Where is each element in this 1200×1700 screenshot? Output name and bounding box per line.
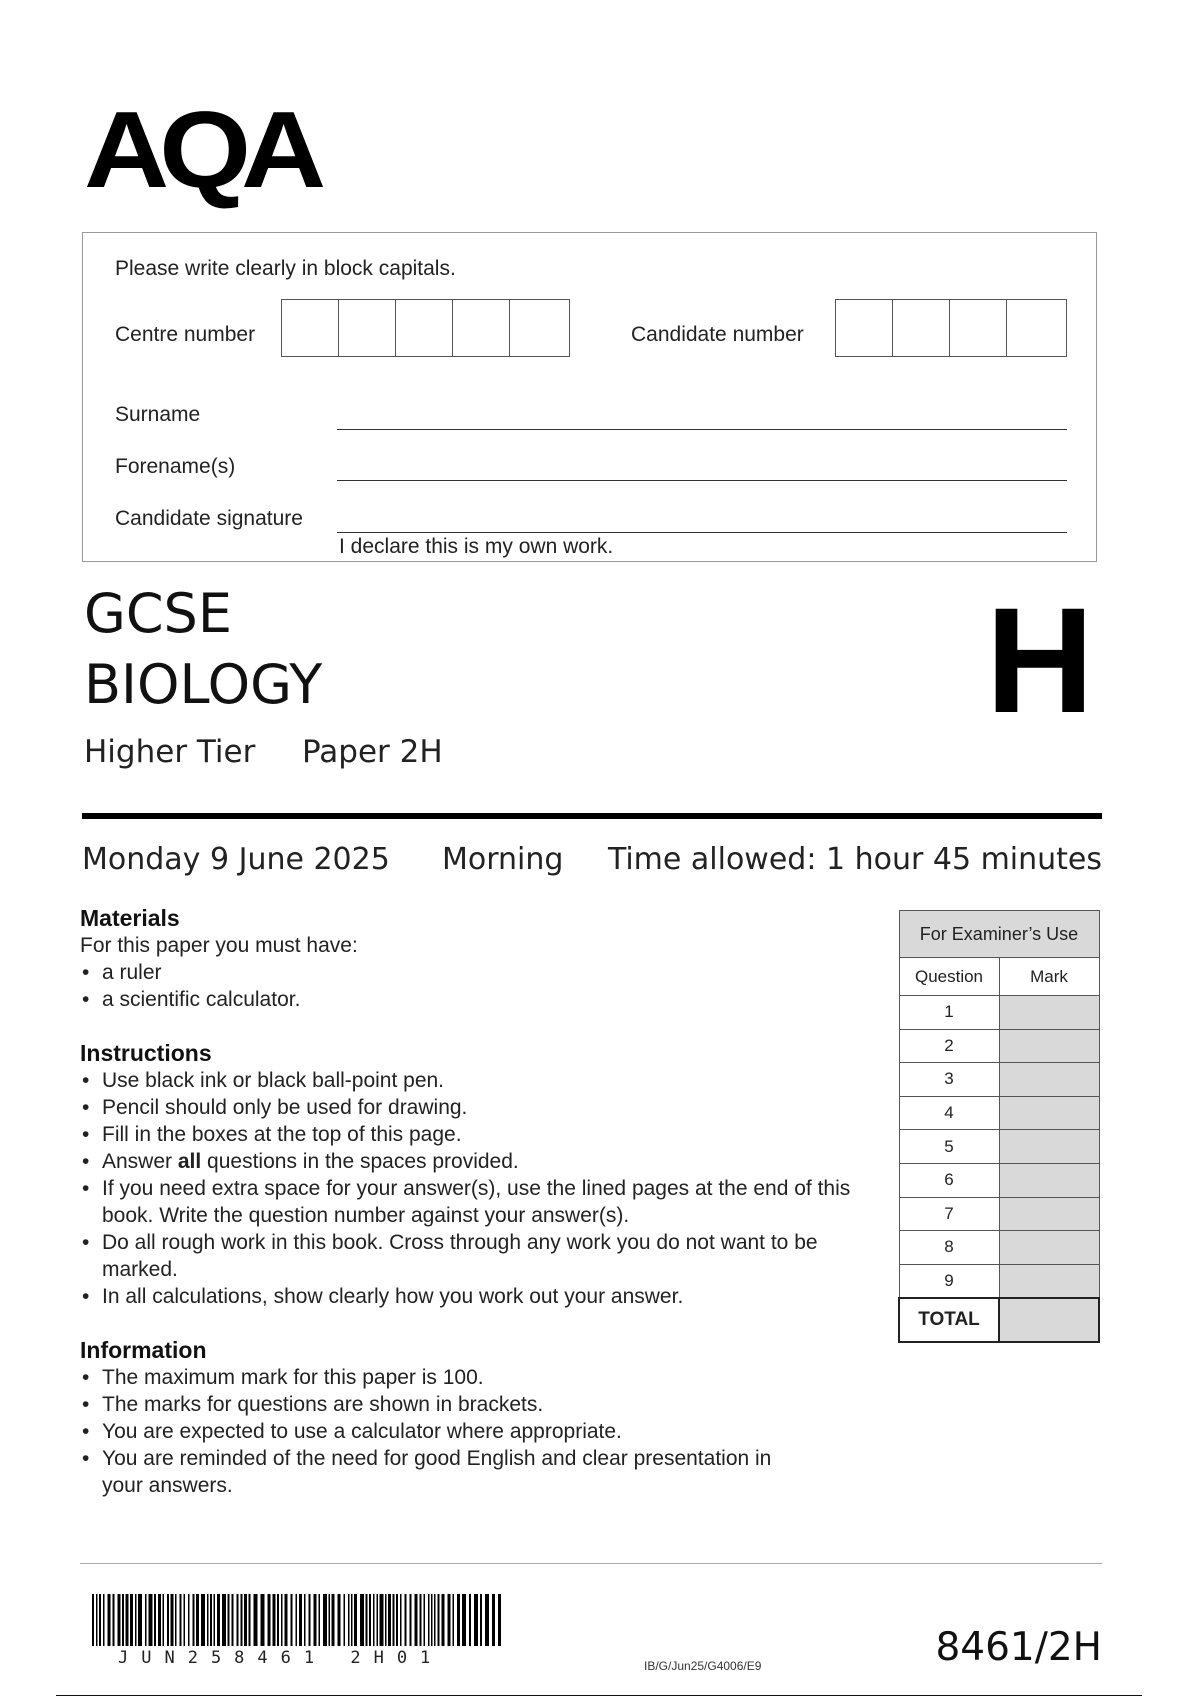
mark-cell[interactable] [999, 1264, 1099, 1298]
list-item: • You are reminded of the need for good English and clear presentation in your answers. [80, 1445, 802, 1499]
surname-line[interactable] [337, 429, 1067, 430]
mark-cell[interactable] [999, 1163, 1099, 1197]
list-item: • You are expected to use a calculator where appropriate. [80, 1418, 820, 1445]
tier-label: Higher Tier [84, 734, 256, 770]
centre-number-digit[interactable] [453, 300, 510, 356]
list-item: • Pencil should only be used for drawing. [80, 1094, 870, 1121]
list-item: • Use black ink or black ball-point pen. [80, 1067, 870, 1094]
list-item: • a ruler [80, 959, 880, 986]
centre-number-digit[interactable] [339, 300, 396, 356]
centre-number-digit[interactable] [510, 300, 567, 356]
question-number: 2 [899, 1029, 999, 1063]
list-item: • Fill in the boxes at the top of this page. [80, 1121, 870, 1148]
question-number: 9 [899, 1264, 999, 1298]
paper-label: Paper 2H [302, 734, 443, 770]
list-item: • If you need extra space for your answer(s), use the lined pages at the end of this book. Write the question number against your answer(s). [80, 1175, 870, 1229]
examiner-table-heading: For Examiner’s Use [899, 911, 1099, 958]
question-number: 5 [899, 1130, 999, 1164]
exam-session: Morning [442, 842, 564, 877]
centre-number-digit[interactable] [282, 300, 339, 356]
forenames-line[interactable] [337, 480, 1067, 481]
mark-cell[interactable] [999, 1130, 1099, 1164]
materials-heading: Materials [80, 905, 180, 931]
subject-title: BIOLOGY [84, 653, 323, 716]
mark-cell[interactable] [999, 1063, 1099, 1097]
question-number: 3 [899, 1063, 999, 1097]
question-number: 1 [899, 996, 999, 1030]
centre-number-digit[interactable] [396, 300, 453, 356]
qualification-title: GCSE [84, 582, 232, 645]
candidate-number-digit[interactable] [1007, 300, 1064, 356]
title-divider [82, 813, 1102, 819]
barcode-text: JUN258461 2H01 [118, 1648, 444, 1668]
paper-reference: IB/G/Jun25/G4006/E9 [644, 1659, 762, 1673]
materials-intro: For this paper you must have: [80, 934, 358, 957]
answer-all-pre: Answer [102, 1150, 178, 1173]
centre-number-label: Centre number [115, 323, 256, 346]
total-label: TOTAL [899, 1298, 999, 1342]
instructions-section [80, 1040, 870, 1310]
exam-date: Monday 9 June 2025 [82, 842, 390, 877]
mark-cell[interactable] [999, 1197, 1099, 1231]
barcode-image [92, 1594, 504, 1646]
signature-line[interactable] [337, 532, 1067, 533]
candidate-number-digit[interactable] [836, 300, 893, 356]
candidate-number-boxes [835, 299, 1067, 357]
block-capitals-instruction: Please write clearly in block capitals. [115, 257, 456, 280]
list-item: • In all calculations, show clearly how you work out your answer. [80, 1283, 870, 1310]
total-mark-cell[interactable] [999, 1298, 1099, 1342]
list-item: • The marks for questions are shown in brackets. [80, 1391, 820, 1418]
answer-all-post: questions in the spaces provided. [201, 1150, 519, 1173]
list-item: • a scientific calculator. [80, 986, 880, 1013]
footer-divider [80, 1563, 1102, 1564]
candidate-number-label: Candidate number [631, 323, 804, 346]
list-item: • The maximum mark for this paper is 100. [80, 1364, 820, 1391]
page-bottom-rule [56, 1695, 1142, 1696]
candidate-number-digit[interactable] [893, 300, 950, 356]
candidate-number-digit[interactable] [950, 300, 1007, 356]
signature-label: Candidate signature [115, 507, 303, 530]
question-number: 6 [899, 1163, 999, 1197]
candidate-details-box [82, 232, 1097, 562]
information-heading: Information [80, 1337, 207, 1363]
list-item [80, 1148, 870, 1175]
mark-cell[interactable] [999, 1029, 1099, 1063]
time-allowed: Time allowed: 1 hour 45 minutes [607, 842, 1102, 877]
information-section [80, 1337, 820, 1499]
list-item: • Do all rough work in this book. Cross through any work you do not want to be marked. [80, 1229, 842, 1283]
mark-cell[interactable] [999, 996, 1099, 1030]
surname-label: Surname [115, 403, 201, 426]
centre-number-boxes [281, 299, 570, 357]
mark-cell[interactable] [999, 1096, 1099, 1130]
examiner-use-table [898, 910, 1100, 1343]
forenames-label: Forename(s) [115, 455, 236, 478]
mark-cell[interactable] [999, 1231, 1099, 1265]
paper-code: 8461/2H [935, 1625, 1102, 1670]
question-number: 7 [899, 1197, 999, 1231]
mark-column-header: Mark [999, 958, 1099, 996]
question-number: 4 [899, 1096, 999, 1130]
question-column-header: Question [899, 958, 999, 996]
tier-letter: H [985, 576, 1094, 744]
materials-section [80, 905, 880, 1013]
question-number: 8 [899, 1231, 999, 1265]
declaration-text: I declare this is my own work. [339, 535, 614, 558]
answer-all-emphasis: all [177, 1150, 202, 1173]
aqa-logo: AQA [84, 89, 317, 211]
instructions-heading: Instructions [80, 1040, 212, 1066]
